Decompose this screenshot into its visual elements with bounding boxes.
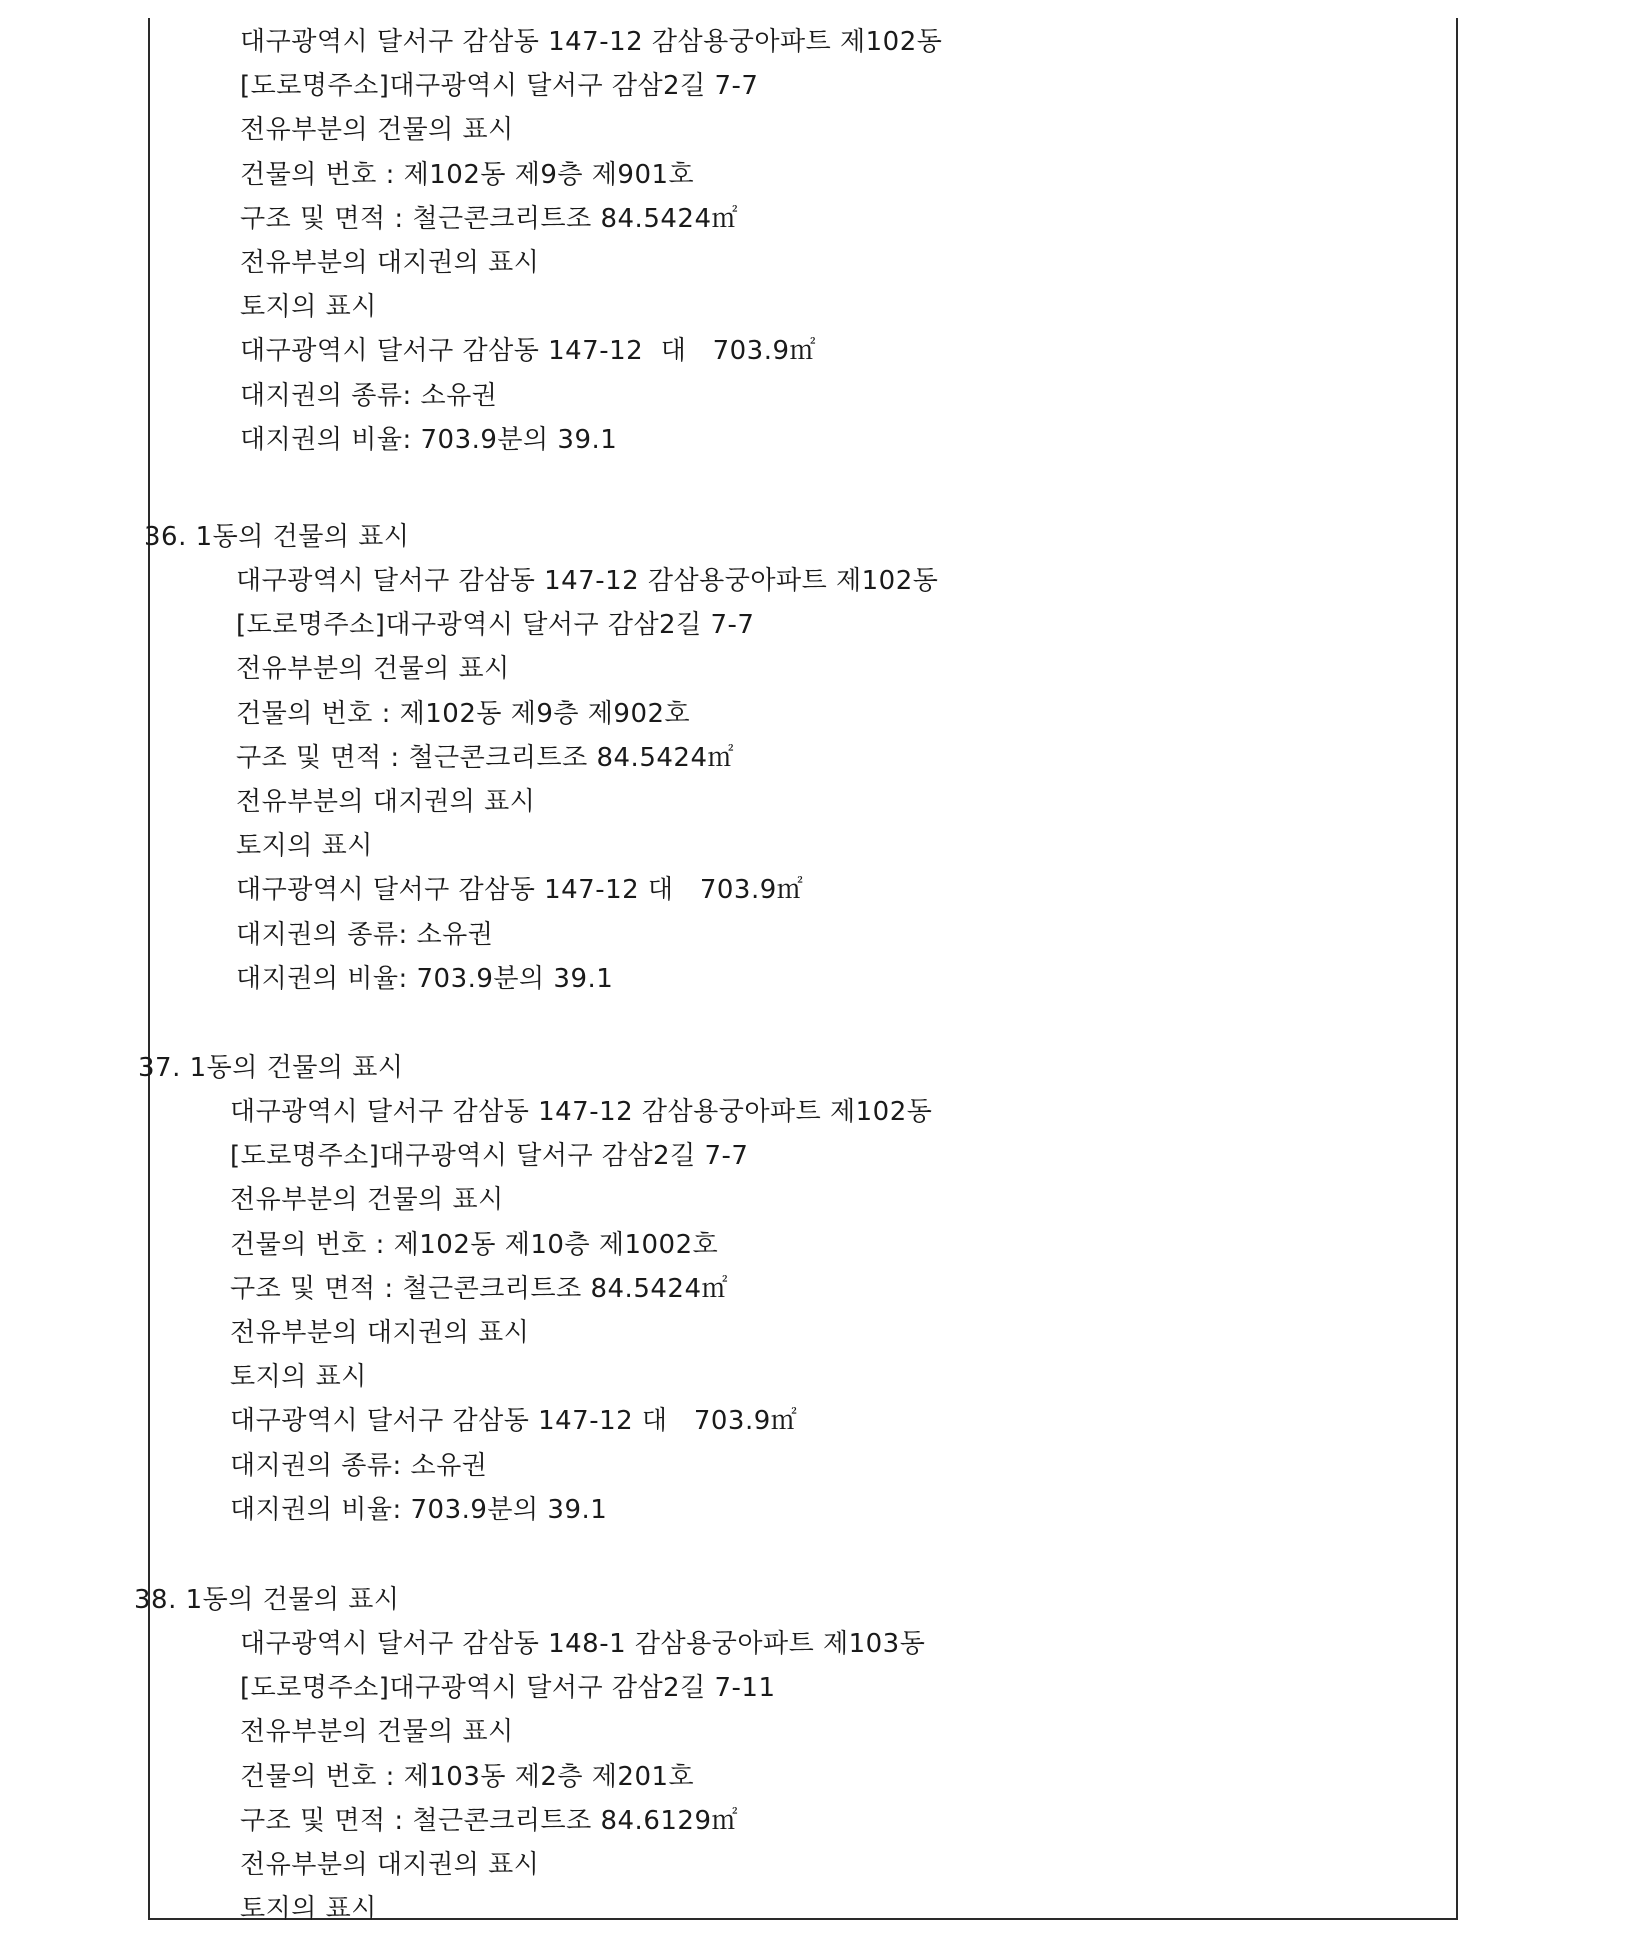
building-address-line: 대구광역시 달서구 감삼동 148-1 감삼용궁아파트 제103동 xyxy=(240,1629,926,1659)
land-rights-heading: 전유부분의 대지권의 표시 xyxy=(230,1317,530,1348)
land-rights-ratio-line: 대지권의 비율: 703.9분의 39.1 xyxy=(236,963,614,994)
building-number-line: 건물의 번호 : 제102동 제9층 제901호 xyxy=(240,159,695,190)
land-address-line: 대구광역시 달서구 감삼동 147-12 대 703.9㎡ xyxy=(240,336,817,367)
land-heading: 토지의 표시 xyxy=(240,292,377,323)
land-address-line: 대구광역시 달서구 감삼동 147-12 대 703.9㎡ xyxy=(230,1406,798,1437)
section-lines xyxy=(240,20,942,462)
land-rights-type-line: 대지권의 종류: 소유권 xyxy=(236,919,494,950)
land-rights-heading: 전유부분의 대지권의 표시 xyxy=(236,786,536,817)
section-lines xyxy=(230,1090,932,1532)
road-address-line: [도로명주소]대구광역시 달서구 감삼2길 7-7 xyxy=(230,1141,749,1172)
land-rights-type-line: 대지권의 종류: 소유권 xyxy=(230,1450,488,1481)
land-rights-ratio-line: 대지권의 비율: 703.9분의 39.1 xyxy=(230,1494,608,1525)
road-address-line: [도로명주소]대구광역시 달서구 감삼2길 7-11 xyxy=(240,1673,776,1704)
building-address-line: 대구광역시 달서구 감삼동 147-12 감삼용궁아파트 제102동 xyxy=(236,566,939,596)
section-title: 38. 1동의 건물의 표시 xyxy=(134,1585,400,1615)
land-rights-heading: 전유부분의 대지권의 표시 xyxy=(240,1849,540,1880)
building-number-line: 건물의 번호 : 제102동 제9층 제902호 xyxy=(236,698,691,729)
document-content xyxy=(134,18,1456,1925)
building-address-line: 대구광역시 달서구 감삼동 147-12 감삼용궁아파트 제102동 xyxy=(240,27,943,57)
land-heading: 토지의 표시 xyxy=(230,1362,367,1393)
document-page-frame xyxy=(134,18,1458,1925)
section-lines xyxy=(240,1622,925,1931)
structure-area-line: 구조 및 면적 : 철근콘크리트조 84.6129㎡ xyxy=(240,1805,738,1836)
road-address-line: [도로명주소]대구광역시 달서구 감삼2길 7-7 xyxy=(240,71,759,102)
section-38 xyxy=(134,1578,926,1931)
land-address-line: 대구광역시 달서구 감삼동 147-12 대 703.9㎡ xyxy=(236,875,804,906)
section-36 xyxy=(144,515,939,1001)
section-continuation xyxy=(240,20,942,462)
building-number-line: 건물의 번호 : 제103동 제2층 제201호 xyxy=(240,1761,695,1792)
exclusive-building-heading: 전유부분의 건물의 표시 xyxy=(236,654,510,685)
section-37 xyxy=(138,1046,933,1532)
land-rights-heading: 전유부분의 대지권의 표시 xyxy=(240,247,540,278)
building-address-line: 대구광역시 달서구 감삼동 147-12 감삼용궁아파트 제102동 xyxy=(230,1097,933,1127)
road-address-line: [도로명주소]대구광역시 달서구 감삼2길 7-7 xyxy=(236,610,755,641)
land-rights-ratio-line: 대지권의 비율: 703.9분의 39.1 xyxy=(240,424,618,455)
section-title: 36. 1동의 건물의 표시 xyxy=(144,522,410,552)
structure-area-line: 구조 및 면적 : 철근콘크리트조 84.5424㎡ xyxy=(240,203,738,234)
structure-area-line: 구조 및 면적 : 철근콘크리트조 84.5424㎡ xyxy=(236,742,734,773)
section-lines xyxy=(236,559,938,1001)
land-heading: 토지의 표시 xyxy=(240,1894,377,1925)
exclusive-building-heading: 전유부분의 건물의 표시 xyxy=(230,1185,504,1216)
land-rights-type-line: 대지권의 종류: 소유권 xyxy=(240,380,498,411)
structure-area-line: 구조 및 면적 : 철근콘크리트조 84.5424㎡ xyxy=(230,1273,728,1304)
building-number-line: 건물의 번호 : 제102동 제10층 제1002호 xyxy=(230,1229,719,1260)
exclusive-building-heading: 전유부분의 건물의 표시 xyxy=(240,1717,514,1748)
section-title: 37. 1동의 건물의 표시 xyxy=(138,1053,404,1083)
exclusive-building-heading: 전유부분의 건물의 표시 xyxy=(240,115,514,146)
land-heading: 토지의 표시 xyxy=(236,831,373,862)
